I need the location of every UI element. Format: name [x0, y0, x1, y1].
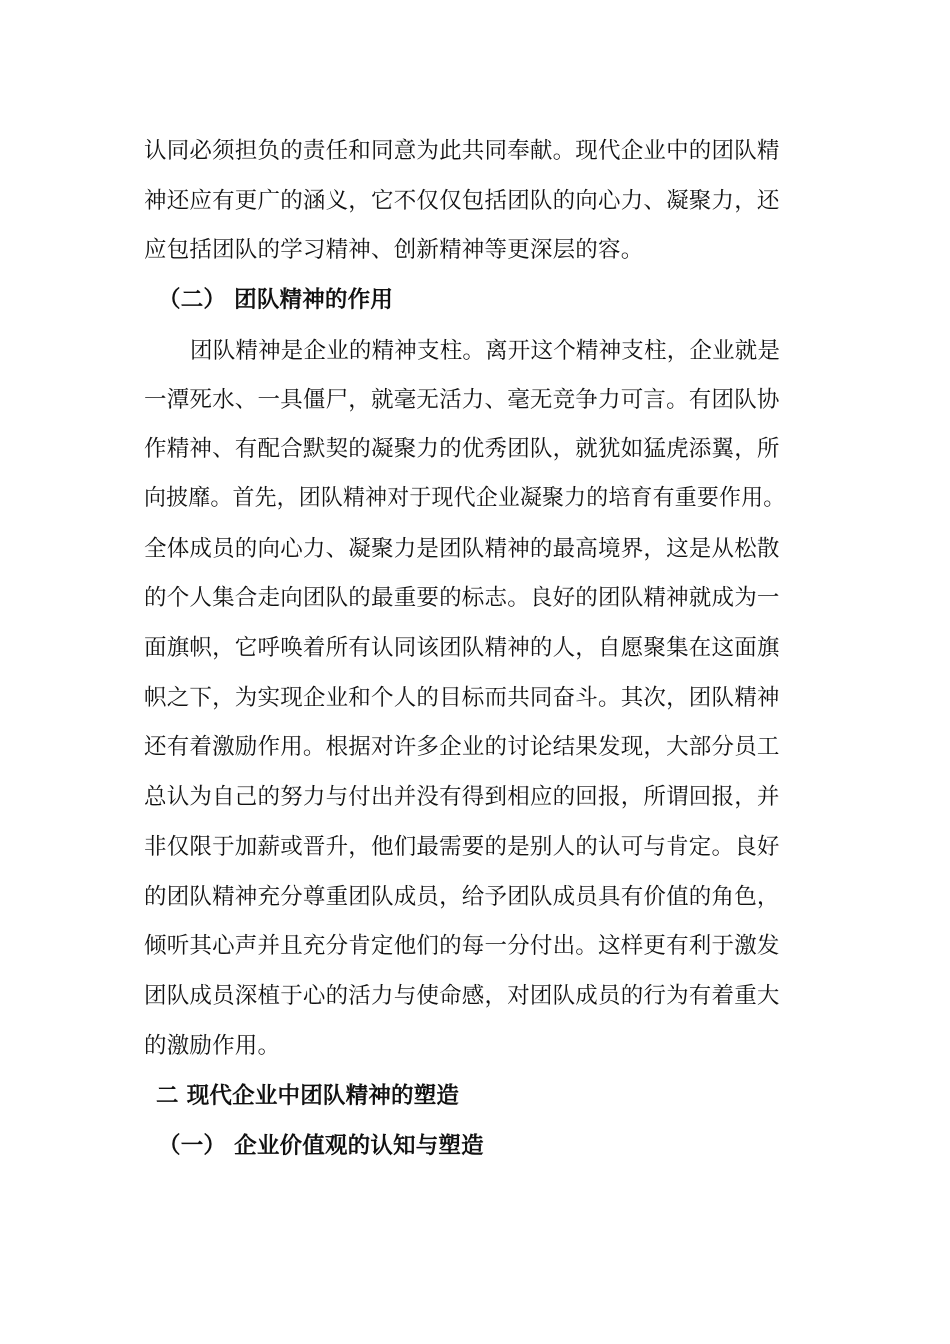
paragraph-line: 一潭死水、一具僵尸，就毫无活力、毫无竞争力可言。有团队协 — [144, 387, 780, 413]
paragraph-line: 团队成员深植于心的活力与使命感，对团队成员的行为有着重大 — [144, 983, 780, 1009]
paragraph-line: 帜之下，为实现企业和个人的目标而共同奋斗。其次，团队精神 — [144, 685, 780, 711]
paragraph-line: 应包括团队的学习精神、创新精神等更深层的容。 — [144, 237, 644, 263]
paragraph-line: 的激励作用。 — [144, 1033, 281, 1059]
paragraph-line: 面旗帜，它呼唤着所有认同该团队精神的人，自愿聚集在这面旗 — [144, 635, 780, 661]
paragraph-line: 神还应有更广的涵义，它不仅仅包括团队的向心力、凝聚力，还 — [144, 188, 780, 214]
paragraph-line: 还有着激励作用。根据对许多企业的讨论结果发现，大部分员工 — [144, 734, 780, 760]
paragraph-line: 向披靡。首先，团队精神对于现代企业凝聚力的培育有重要作用。 — [144, 485, 786, 511]
paragraph-line: 总认为自己的努力与付出并没有得到相应的回报，所谓回报，并 — [144, 784, 780, 810]
section-heading: （一） 企业价值观的认知与塑造 — [158, 1133, 484, 1159]
paragraph-line: 全体成员的向心力、凝聚力是团队精神的最高境界，这是从松散 — [144, 536, 780, 562]
paragraph-line: 团队精神是企业的精神支柱。离开这个精神支柱，企业就是 — [190, 338, 781, 364]
section-heading: （二） 团队精神的作用 — [158, 287, 394, 313]
chapter-heading: 二 现代企业中团队精神的塑造 — [156, 1083, 460, 1109]
paragraph-line: 非仅限于加薪或晋升，他们最需要的是别人的认可与肯定。良好 — [144, 834, 780, 860]
paragraph-line: 认同必须担负的责任和同意为此共同奉献。现代企业中的团队精 — [144, 138, 780, 164]
paragraph-line: 作精神、有配合默契的凝聚力的优秀团队，就犹如猛虎添翼，所 — [144, 436, 780, 462]
paragraph-line: 的个人集合走向团队的最重要的标志。良好的团队精神就成为一 — [144, 585, 780, 611]
paragraph-line: 的团队精神充分尊重团队成员，给予团队成员具有价值的角色， — [144, 884, 780, 910]
paragraph-line: 倾听其心声并且充分肯定他们的每一分付出。这样更有利于激发 — [144, 933, 780, 959]
